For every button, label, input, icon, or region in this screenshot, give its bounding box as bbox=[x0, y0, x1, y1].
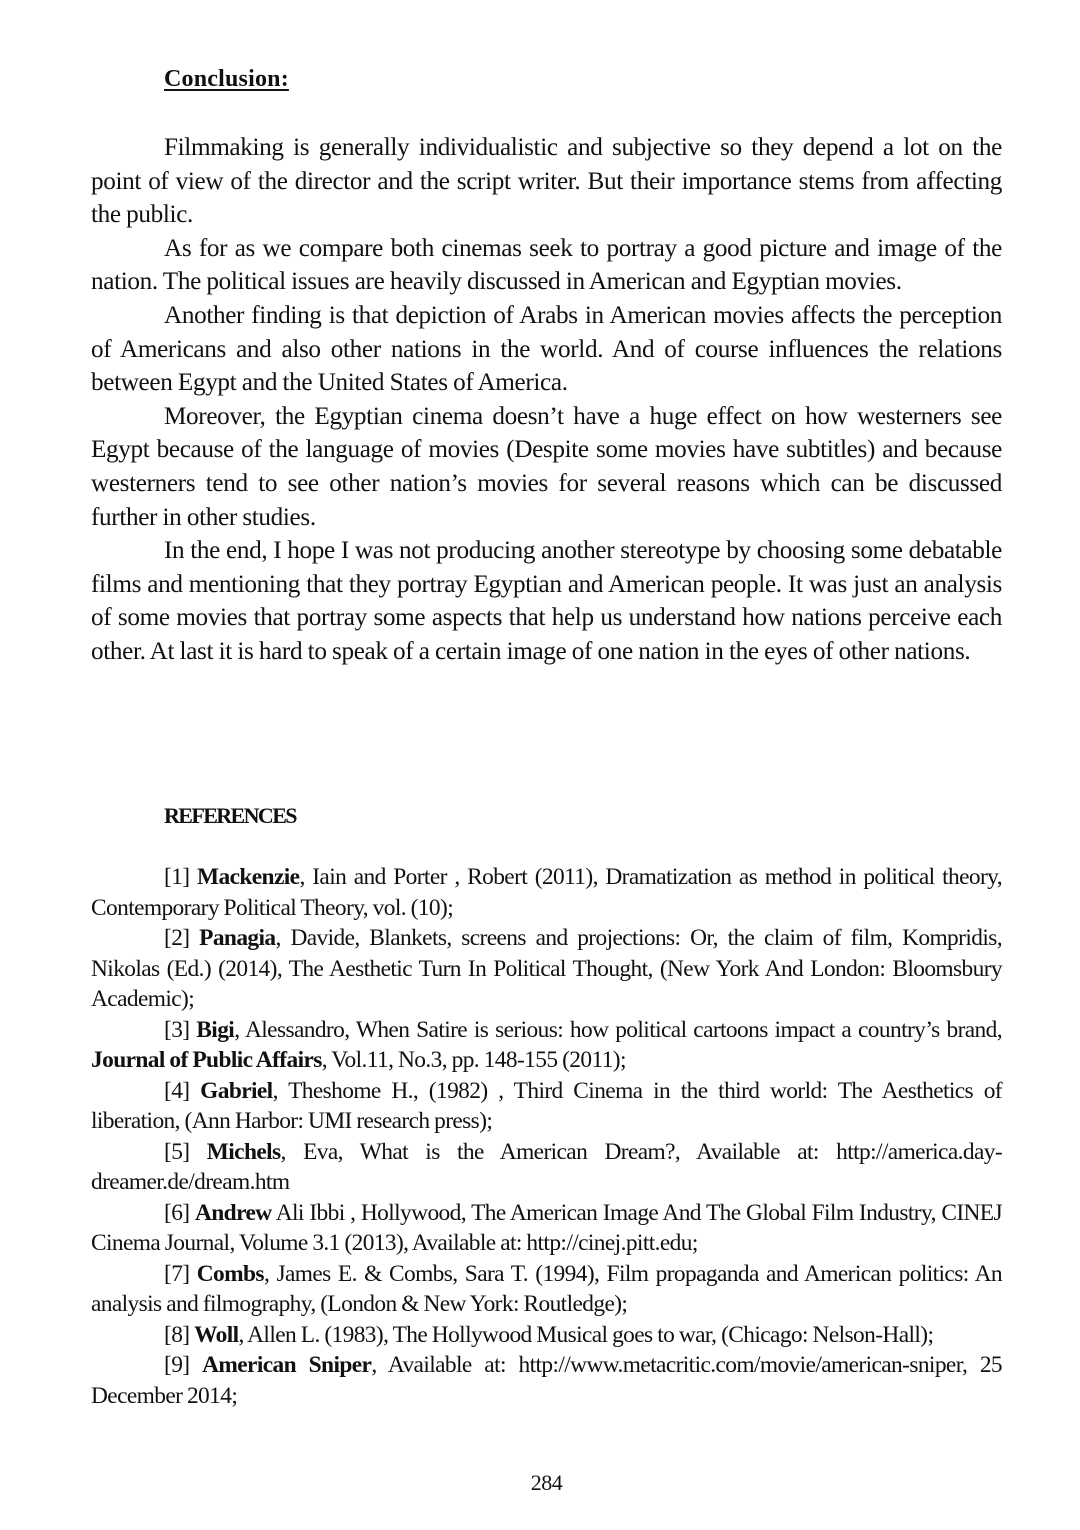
reference-number: [9] bbox=[164, 1352, 203, 1378]
reference-text: , Eva, What is the American Dream?, Available at: http://america.day-dreamer.de/dream.htm bbox=[91, 1138, 1003, 1195]
reference-number: [7] bbox=[164, 1260, 197, 1287]
reference-item bbox=[91, 1137, 1002, 1198]
reference-item bbox=[91, 1320, 1002, 1351]
reference-number: [4] bbox=[164, 1077, 201, 1104]
reference-text: , Iain and Porter , Robert (2011), Dramatization as method in political theory, Contemporary Political Theory, vol. (10); bbox=[91, 864, 1002, 921]
reference-author: Bigi bbox=[196, 1016, 235, 1043]
reference-item bbox=[91, 1259, 1002, 1320]
reference-author: Woll bbox=[194, 1321, 239, 1348]
reference-author: Panagia bbox=[199, 925, 276, 951]
reference-number: [1] bbox=[164, 864, 198, 890]
reference-text: , Davide, Blankets, screens and projections: Or, the claim of film, Kompridis, Nikolas (Ed.) (2014), The Aesthetic Turn In Political Thought, (New York And London: Bloomsbury Academic); bbox=[91, 925, 1002, 1012]
section-heading-conclusion: Conclusion: bbox=[164, 66, 289, 92]
reference-text: , Alessandro, When Satire is serious: how political cartoons impact a country’s brand, bbox=[234, 1016, 1002, 1043]
paragraph: Filmmaking is generally individualistic and subjective so they depend a lot on the point of view of the director and the script writer. But their importance stems from affecting the public. bbox=[91, 134, 1002, 229]
paragraph: In the end, I hope I was not producing another stereotype by choosing some debatable films and mentioning that they portray Egyptian and American people. It was just an analysis of some movies that portray some aspects that help us understand how nations perceive each other. At last it is hard to speak of a certain image of one nation in the eyes of other nations. bbox=[91, 537, 1002, 665]
reference-text: , Available at: http://www.metacritic.com/movie/american-sniper, 25 December 2014; bbox=[91, 1352, 1003, 1409]
reference-number: [5] bbox=[164, 1138, 207, 1165]
reference-text: , James E. & Combs, Sara T. (1994), Film propaganda and American politics: An analysis and filmography, (London & New York: Routledge); bbox=[91, 1260, 1002, 1317]
reference-item bbox=[91, 1076, 1002, 1137]
reference-text: , Vol.11, No.3, pp. 148-155 (2011); bbox=[321, 1047, 626, 1073]
conclusion-body bbox=[91, 131, 1002, 669]
reference-number: [3] bbox=[164, 1016, 197, 1043]
reference-author: Michels bbox=[206, 1138, 281, 1165]
reference-item bbox=[91, 1015, 1002, 1076]
reference-number: [6] bbox=[164, 1199, 195, 1226]
page-number: 284 bbox=[530, 1470, 563, 1495]
reference-text: , Allen L. (1983), The Hollywood Musical goes to war, (Chicago: Nelson-Hall); bbox=[238, 1321, 934, 1348]
reference-text: Ali Ibbi , Hollywood, The American Image And The Global Film Industry, CINEJ Cinema Journal, Volume 3.1 (2013), Available at: http://cinej.pitt.edu; bbox=[91, 1199, 1002, 1256]
reference-author: Mackenzie bbox=[197, 864, 300, 890]
section-heading-references: REFERENCES bbox=[164, 803, 296, 828]
paragraph: Moreover, the Egyptian cinema doesn’t have a huge effect on how westerners see Egypt because of the language of movies (Despite some movies have subtitles) and because westerners tend to see other nation’s movies for several reasons which can be discussed further in other studies. bbox=[91, 402, 1002, 531]
reference-author: Andrew bbox=[194, 1199, 272, 1226]
reference-author: American Sniper bbox=[202, 1352, 372, 1378]
reference-author: Gabriel bbox=[200, 1077, 273, 1104]
reference-number: [8] bbox=[164, 1321, 195, 1348]
reference-author: Combs bbox=[196, 1260, 264, 1287]
references-list bbox=[91, 862, 1002, 1411]
reference-number: [2] bbox=[164, 925, 200, 951]
reference-item bbox=[91, 1350, 1002, 1411]
reference-item bbox=[91, 862, 1002, 923]
paragraph: As for as we compare both cinemas seek to portray a good picture and image of the nation. The political issues are heavily discussed in American and Egyptian movies. bbox=[91, 234, 1002, 296]
reference-item bbox=[91, 923, 1002, 1015]
reference-item bbox=[91, 1198, 1002, 1259]
paragraph: Another finding is that depiction of Arabs in American movies affects the perception of Americans and also other nations in the world. And of course influences the relations between Egypt and the United States of America. bbox=[91, 301, 1002, 397]
reference-journal: Journal of Public Affairs bbox=[91, 1047, 322, 1073]
reference-text: , Theshome H., (1982) , Third Cinema in the third world: The Aesthetics of liberation, (Ann Harbor: UMI research press); bbox=[91, 1077, 1002, 1134]
